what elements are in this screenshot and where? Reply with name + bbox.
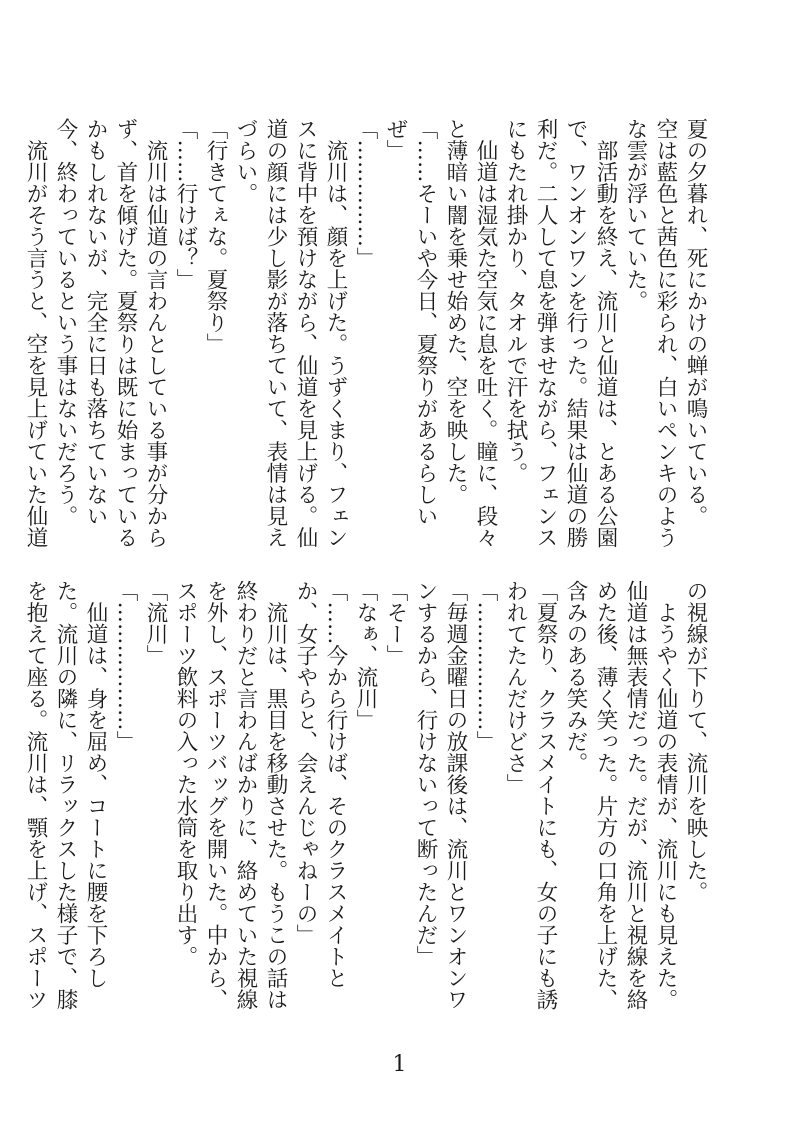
- text-line: ず、首を傾げた。夏祭りは既に始まっている: [113, 118, 138, 548]
- top-text-block: [23, 118, 710, 558]
- text-line: で、ワンオンワンを行った。結果は仙道の勝: [563, 118, 588, 548]
- text-line: 「……………」: [353, 118, 378, 269]
- text-line: 流川は仙道の言わんとしている事が分から: [143, 118, 168, 548]
- text-line: な雲が浮いていた。: [623, 118, 648, 312]
- text-line: 「夏祭り、クラスメイトにも、女の子にも誘: [533, 580, 558, 1010]
- text-line: われてたんだけどさ」: [503, 580, 528, 795]
- text-line: 利だ。二人して息を弾ませながら、フェンス: [533, 118, 558, 548]
- text-line: 部活動を終え、流川と仙道は、とある公園: [593, 118, 618, 548]
- text-line: た。流川の隣に、リラックスした様子で、膝: [53, 580, 78, 1010]
- text-line: か、女子やらと、会えんじゃねーの」: [293, 580, 318, 946]
- text-line: にもたれ掛かり、タオルで汗を拭う。: [503, 118, 528, 484]
- text-line: 「………………」: [113, 580, 138, 752]
- page-number: 1: [392, 1052, 407, 1077]
- text-line: 流川がそう言うと、空を見上げていた仙道: [23, 118, 48, 548]
- text-line: 「なぁ、流川」: [353, 580, 378, 731]
- text-line: 流川は、黒目を移動させた。もうこの話は: [263, 580, 288, 1010]
- text-line: 含みのある笑みだ。: [563, 580, 588, 774]
- text-line: 道の顔には少し影が落ちていて、表情は見え: [263, 118, 288, 548]
- text-line: ようやく仙道の表情が、流川にも見えた。: [653, 580, 678, 1010]
- bottom-text-block: [23, 580, 710, 1040]
- text-line: 空は藍色と茜色に彩られ、白いペンキのよう: [653, 118, 678, 548]
- text-line: 「……行けば？」: [173, 118, 198, 290]
- text-line: 流川は、顔を上げた。うずくまり、フェン: [323, 118, 348, 548]
- text-line: 「流川」: [143, 580, 168, 666]
- text-line: 今、終わっているという事はないだろう。: [53, 118, 78, 527]
- text-line: スポーツ飲料の入った水筒を取り出す。: [173, 580, 198, 967]
- text-line: 「……そーいや今日、夏祭りがあるらしい: [413, 118, 438, 527]
- text-line: を外し、スポーツバッグを開いた。中から、: [203, 580, 228, 1010]
- text-line: 終わりだと言わんばかりに、絡めていた視線: [233, 580, 258, 1010]
- text-line: ンするから、行けないって断ったんだ」: [413, 580, 438, 967]
- text-line: 仙道は無表情だった。だが、流川と視線を絡: [623, 580, 648, 1010]
- text-line: 「……今から行けば、そのクラスメイトと: [323, 580, 348, 989]
- text-line: めた後、薄く笑った。片方の口角を上げた、: [593, 580, 618, 1010]
- text-line: 「毎週金曜日の放課後は、流川とワンオンワ: [443, 580, 468, 1010]
- text-line: 「行きてぇな。夏祭り」: [203, 118, 228, 355]
- text-line: 仙道は、身を屈め、コートに腰を下ろし: [83, 580, 108, 989]
- text-line: 「そー」: [383, 580, 408, 666]
- text-line: ぜ」: [383, 118, 408, 161]
- text-line: 「………………」: [473, 580, 498, 752]
- text-line: 夏の夕暮れ、死にかけの蝉が鳴いている。: [683, 118, 708, 527]
- text-line: と薄暗い闇を乗せ始めた、空を映した。: [443, 118, 468, 505]
- text-line: づらい。: [233, 118, 258, 204]
- text-line: の視線が下りて、流川を映した。: [683, 580, 708, 903]
- text-line: 仙道は湿気た空気に息を吐く。瞳に、段々: [473, 118, 498, 548]
- text-line: を抱えて座る。流川は、顎を上げ、スポーツ: [23, 580, 48, 1010]
- text-line: かもしれないが、完全に日も落ちていない: [83, 118, 108, 527]
- text-line: スに背中を預けながら、仙道を見上げる。仙: [293, 118, 318, 548]
